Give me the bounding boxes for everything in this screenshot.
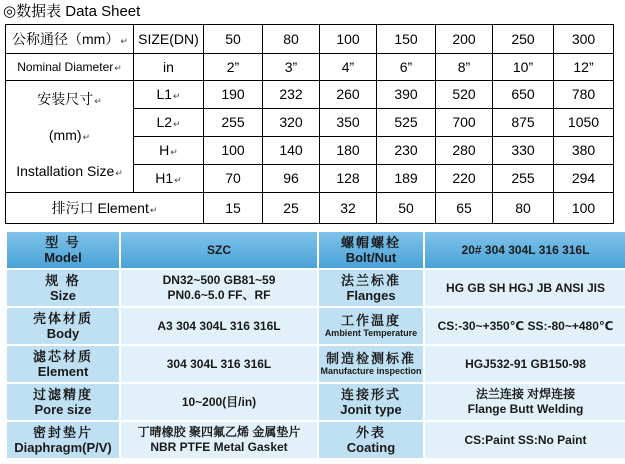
dimension-value: 255 <box>493 164 554 192</box>
spec-row <box>7 308 625 344</box>
element-label <box>6 192 204 223</box>
install-label-cn-line <box>6 89 133 111</box>
spec-key-cn: 连接形式 <box>340 387 401 402</box>
spec-key-cn: 工作温度 <box>340 313 401 328</box>
spec-key-en: Ambient Temperature <box>324 328 418 338</box>
size-dn-value: 80 <box>263 25 320 54</box>
spec-key <box>7 422 119 458</box>
dimension-value: 650 <box>493 80 554 108</box>
dimension-label-text: H <box>159 142 170 159</box>
spec-value <box>425 346 625 382</box>
spec-key-en: Jonit type <box>340 402 402 417</box>
element-value: 32 <box>320 192 377 223</box>
spec-key <box>319 232 423 268</box>
dimension-value: 390 <box>377 80 436 108</box>
spec-row <box>7 346 625 382</box>
spec-key-cn: 型 号 <box>45 235 81 250</box>
dimension-value: 1050 <box>554 108 614 136</box>
dimension-value: 180 <box>320 136 377 164</box>
element-label-text: 排污口 Element <box>51 199 149 216</box>
spec-value <box>425 384 625 420</box>
spec-key <box>319 270 423 306</box>
spec-value-text: 丁晴橡胶 聚四氟乙烯 金属垫片 <box>137 425 301 439</box>
spec-value-text: 10~200(目/in) <box>181 394 257 409</box>
spec-key-en: Diaphragm(P/V) <box>14 440 112 455</box>
element-value: 50 <box>377 192 436 223</box>
spec-key <box>319 308 423 344</box>
spec-key-cn: 密封垫片 <box>32 425 93 440</box>
return-mark: ↵ <box>149 204 158 215</box>
spec-key-en: Coating <box>346 440 396 455</box>
dimension-value: 100 <box>204 136 263 164</box>
in-label: in <box>134 54 204 81</box>
spec-value-text: HG GB SH HGJ JB ANSI JIS <box>446 280 605 295</box>
return-mark: ↵ <box>94 96 102 107</box>
dimension-value: 380 <box>554 136 614 164</box>
install-row <box>6 80 614 108</box>
spec-key-cn: 规 格 <box>45 273 81 288</box>
spec-key-en: Flanges <box>346 288 396 303</box>
return-mark: ↵ <box>173 91 181 102</box>
dimension-value: 780 <box>554 80 614 108</box>
spec-value <box>425 308 625 344</box>
spec-key-cn: 过滤精度 <box>32 387 93 402</box>
size-in-value: 3” <box>263 54 320 81</box>
dimension-value: 220 <box>436 164 493 192</box>
dimension-value: 189 <box>377 164 436 192</box>
spec-key-cn: 制造检测标准 <box>325 351 416 366</box>
nominal-label-en <box>6 54 134 81</box>
spec-value <box>121 384 317 420</box>
element-value: 15 <box>204 192 263 223</box>
nominal-label-cn-text: 公称通径（mm） <box>12 31 120 48</box>
return-mark: ↵ <box>173 119 181 130</box>
nominal-label-cn <box>6 25 134 54</box>
dimension-label <box>134 164 204 192</box>
spec-key-en: Bolt/Nut <box>345 250 397 265</box>
element-value: 100 <box>554 192 614 223</box>
dimension-value: 520 <box>436 80 493 108</box>
nominal-label-en-text: Nominal Diameter <box>17 59 114 74</box>
spec-key-cn: 螺帽螺栓 <box>340 235 401 250</box>
install-unit: (mm) <box>48 127 82 144</box>
spec-row <box>7 232 625 268</box>
dimension-value: 320 <box>263 108 320 136</box>
spec-value <box>425 270 625 306</box>
dimension-value: 525 <box>377 108 436 136</box>
spec-key-en: Model <box>44 250 82 265</box>
dimension-label <box>134 80 204 108</box>
spec-key-en: Element <box>37 364 89 379</box>
dimension-value: 700 <box>436 108 493 136</box>
spec-value <box>121 270 317 306</box>
spec-value-text: DN32~500 GB81~59 <box>162 273 276 287</box>
spec-key-en: Pore size <box>34 402 92 417</box>
dimension-label-text: L1 <box>156 86 173 103</box>
spec-value-text-line2: PN0.6~5.0 FF、RF <box>167 288 271 302</box>
size-in-value: 10” <box>493 54 554 81</box>
spec-row <box>7 384 625 420</box>
spec-key-en: Body <box>46 326 80 341</box>
spec-value <box>425 422 625 458</box>
spec-key <box>7 384 119 420</box>
dimension-value: 70 <box>204 164 263 192</box>
spec-value <box>121 346 317 382</box>
return-mark: ↵ <box>114 62 122 73</box>
dimension-label <box>134 136 204 164</box>
spec-value-text: 304 304L 316 316L <box>166 356 272 371</box>
return-mark: ↵ <box>82 132 91 143</box>
spec-value <box>121 232 317 268</box>
return-mark: ↵ <box>115 168 123 179</box>
spec-row <box>7 422 625 458</box>
dimension-value: 96 <box>263 164 320 192</box>
dimension-value: 280 <box>436 136 493 164</box>
install-label-cn: 安装尺寸 <box>37 91 94 108</box>
spec-key <box>7 308 119 344</box>
size-in-row <box>6 54 614 81</box>
size-dn-value: 50 <box>204 25 263 54</box>
spec-value-text: A3 304 304L 316 316L <box>157 318 281 333</box>
dimension-table <box>5 24 614 224</box>
size-in-value: 6” <box>377 54 436 81</box>
spec-value-text: 20# 304 304L 316 316L <box>461 242 590 257</box>
spec-key <box>7 346 119 382</box>
spec-key-en: Size <box>49 288 76 303</box>
spec-key-en: Manufacture inspection <box>320 366 422 376</box>
size-dn-value: 300 <box>554 25 614 54</box>
size-dn-value: 200 <box>436 25 493 54</box>
spec-value-text-line2: Flange Butt Welding <box>467 402 584 416</box>
spec-key <box>319 422 423 458</box>
spec-value-text: 法兰连接 对焊连接 <box>475 387 576 401</box>
size-dn-value: 150 <box>377 25 436 54</box>
spec-key <box>7 232 119 268</box>
size-dn-label: SIZE(DN) <box>134 25 204 54</box>
dimension-value: 875 <box>493 108 554 136</box>
dimension-label <box>134 108 204 136</box>
return-mark: ↵ <box>170 147 178 158</box>
install-label <box>6 80 134 192</box>
spec-row <box>7 270 625 306</box>
install-label-en-line <box>6 161 133 183</box>
spec-value-text: SZC <box>207 242 231 257</box>
element-value: 80 <box>493 192 554 223</box>
data-sheet-title: ◎数据表 Data Sheet <box>3 3 141 20</box>
size-in-value: 8” <box>436 54 493 81</box>
spec-key-cn: 滤芯材质 <box>32 349 93 364</box>
spec-key <box>319 346 423 382</box>
spec-key-cn: 壳体材质 <box>32 311 93 326</box>
spec-value <box>121 422 317 458</box>
dimension-value: 230 <box>377 136 436 164</box>
dimension-value: 190 <box>204 80 263 108</box>
element-value: 25 <box>263 192 320 223</box>
spec-table <box>5 230 625 460</box>
dimension-value: 140 <box>263 136 320 164</box>
spec-value-text: CS:Paint SS:No Paint <box>464 432 587 447</box>
return-mark: ↵ <box>174 175 182 186</box>
spec-value-text: HGJ532-91 GB150-98 <box>465 356 586 371</box>
dimension-value: 294 <box>554 164 614 192</box>
spec-key-cn: 外表 <box>355 425 386 440</box>
dimension-value: 128 <box>320 164 377 192</box>
spec-value <box>121 308 317 344</box>
size-dn-row <box>6 25 614 54</box>
size-dn-value: 100 <box>320 25 377 54</box>
dimension-value: 330 <box>493 136 554 164</box>
dimension-label-text: L2 <box>156 114 173 131</box>
spec-value <box>425 232 625 268</box>
spec-key <box>7 270 119 306</box>
spec-value-text: CS:-30~+350℃ SS:-80~+480℃ <box>437 318 614 333</box>
dimension-value: 260 <box>320 80 377 108</box>
element-row <box>6 192 614 223</box>
element-value: 65 <box>436 192 493 223</box>
spec-key-cn: 法兰标准 <box>340 273 401 288</box>
return-mark: ↵ <box>120 36 128 47</box>
dimension-value: 232 <box>263 80 320 108</box>
dimension-label-text: H1 <box>155 170 174 187</box>
size-in-value: 12” <box>554 54 614 81</box>
size-in-value: 4” <box>320 54 377 81</box>
size-dn-value: 250 <box>493 25 554 54</box>
dimension-value: 255 <box>204 108 263 136</box>
size-in-value: 2” <box>204 54 263 81</box>
spec-value-text-line2: NBR PTFE Metal Gasket <box>150 440 288 454</box>
install-label-en: Installation Size <box>16 163 115 180</box>
install-unit-line <box>6 125 133 147</box>
spec-key <box>319 384 423 420</box>
dimension-value: 350 <box>320 108 377 136</box>
